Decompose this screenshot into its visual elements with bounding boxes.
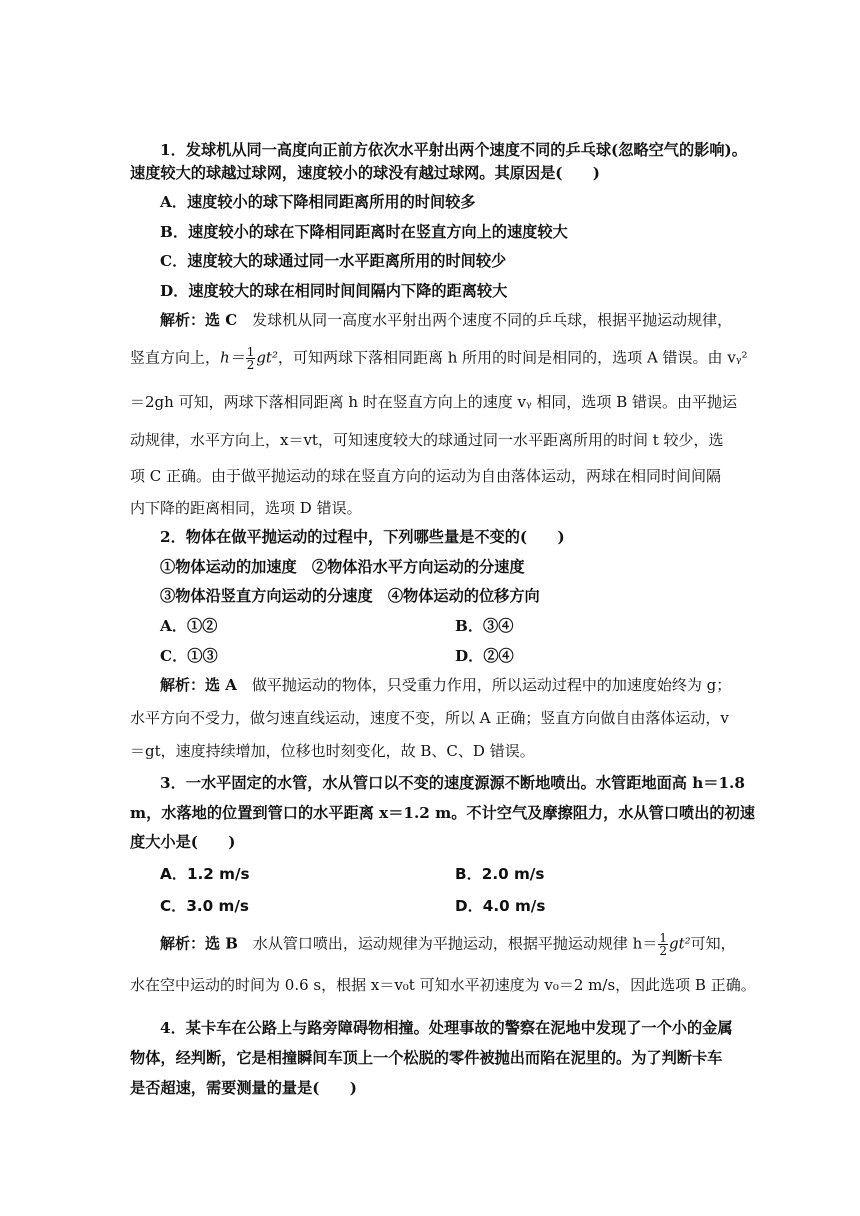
q4-stem-line2: 物体，经判断，它是相撞瞬间车顶上一个松脱的零件被抛出而陷在泥里的。为了判断卡车 xyxy=(130,1049,723,1067)
q2-analysis-line1 xyxy=(160,675,735,695)
fraction-one-half: $\frac{1}{2}$ xyxy=(246,345,255,372)
q3-stem-line2: m，水落地的位置到管口的水平距离 x＝1.2 m。不计空气及摩擦阻力，水从管口喷出的初速 xyxy=(130,804,755,822)
q3-analysis-line1 xyxy=(160,932,735,957)
q4-stem-line3: 是否超速，需要测量的量是( ) xyxy=(130,1079,357,1097)
q1-stem-line1: 1．发球机从同一高度向正前方依次水平射出两个速度不同的乒乓球(忽略空气的影响)。 xyxy=(160,141,747,159)
q1-analysis-line6: 内下降的距离相同，选项 D 错误。 xyxy=(130,499,362,517)
q1-analysis-line1 xyxy=(160,310,735,330)
q1-option-d: D．速度较大的球在相同时间间隔内下降的距离较大 xyxy=(160,282,508,300)
q2-option-c: C．①③ xyxy=(160,647,218,665)
q3-stem-line3: 度大小是( ) xyxy=(130,833,236,851)
q1-analysis-line4: 动规律，水平方向上，x＝vt，可知速度较大的球通过同一水平距离所用的时间 t 较少，选 xyxy=(130,431,724,449)
q1-stem-line2: 速度较大的球越过球网，速度较小的球没有越过球网。其原因是( ) xyxy=(130,164,600,182)
q3-option-d: D．4.0 m/s xyxy=(455,897,546,915)
q3-stem-line1: 3．一水平固定的水管，水从管口以不变的速度源源不断地喷出。水管距地面高 h＝1.8 xyxy=(160,774,745,792)
q1-analysis-text2a: 竖直方向上， xyxy=(130,348,221,367)
q1-option-b: B．速度较小的球在下降相同距离时在竖直方向上的速度较大 xyxy=(160,223,568,241)
q2-option-a: A．①② xyxy=(160,617,218,635)
fraction-one-half-q3: $\frac{1}{2}$ xyxy=(659,931,667,958)
q3-option-a: A．1.2 m/s xyxy=(160,865,250,883)
q3-option-c: C．3.0 m/s xyxy=(160,897,249,915)
q1-analysis-text2b: ，可知两球下落相同距离 h 所用的时间是相同的，选项 A 错误。由 vᵧ² xyxy=(277,348,748,367)
q2-analysis-label: 解析：选 A xyxy=(160,676,237,694)
q1-analysis-label: 解析：选 C xyxy=(160,311,238,329)
q2-analysis-line3: ＝gt，速度持续增加，位移也时刻变化，故 B、C、D 错误。 xyxy=(130,742,535,760)
q3-analysis-label: 解析：选 B xyxy=(160,934,238,953)
q1-analysis-line2 xyxy=(130,345,748,372)
q4-stem-line1: 4．某卡车在公路上与路旁障碍物相撞。处理事故的警察在泥地中发现了一个小的金属 xyxy=(160,1019,733,1037)
q1-analysis-line3: ＝2gh 可知，两球下落相同距离 h 时在竖直方向上的速度 vᵧ 相同，选项 B 错误。由平抛运 xyxy=(130,393,737,411)
q2-stem: 2．物体在做平抛运动的过程中，下列哪些量是不变的( ) xyxy=(160,528,565,546)
formula-gt2: gt² xyxy=(256,348,278,367)
q3-analysis-line2: 水在空中运动的时间为 0.6 s，根据 x＝v₀t 可知水平初速度为 v₀＝2 m/s，因此选项 B 正确。 xyxy=(130,976,756,994)
formula-h-eq: h＝ xyxy=(220,348,245,367)
q2-analysis-line2: 水平方向不受力，做匀速直线运动，速度不变，所以 A 正确；竖直方向做自由落体运动，v xyxy=(130,709,729,727)
q3-analysis-text1b: 可知， xyxy=(690,934,736,953)
q1-option-a: A．速度较小的球下降相同距离所用的时间较多 xyxy=(160,193,476,211)
q2-items-1-2: ①物体运动的加速度 ②物体沿水平方向运动的分速度 xyxy=(160,558,525,576)
q2-analysis-text1: 做平抛运动的物体，只受重力作用，所以运动过程中的加速度始终为 g； xyxy=(236,676,732,694)
q1-analysis-line5: 项 C 正确。由于做平抛运动的球在竖直方向的运动为自由落体运动，两球在相同时间间隔 xyxy=(130,467,722,485)
q3-option-b: B．2.0 m/s xyxy=(455,865,545,883)
q1-option-c: C．速度较大的球通过同一水平距离所用的时间较少 xyxy=(160,252,507,270)
q1-analysis-text1: 发球机从同一高度水平射出两个速度不同的乒乓球，根据平抛运动规律， xyxy=(237,311,733,329)
formula-gt2-q3: gt² xyxy=(668,934,691,953)
q2-items-3-4: ③物体沿竖直方向运动的分速度 ④物体运动的位移方向 xyxy=(160,587,540,605)
q3-analysis-text1a: 水从管口喷出，运动规律为平抛运动，根据平抛运动规律 h＝ xyxy=(237,934,658,953)
q2-option-b: B．③④ xyxy=(455,617,514,635)
q2-option-d: D．②④ xyxy=(455,647,514,665)
